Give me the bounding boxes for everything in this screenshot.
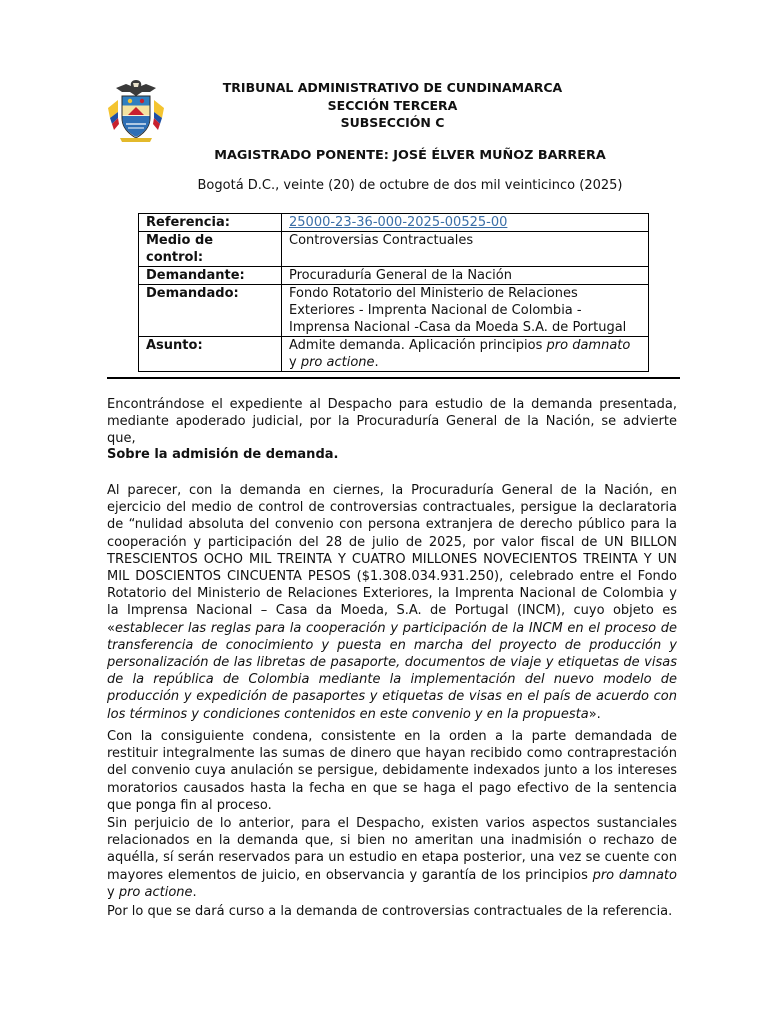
section-heading: Sobre la admisión de demanda. — [107, 447, 339, 462]
row-label: Demandante: — [139, 267, 282, 285]
reservation-text: Sin perjuicio de lo anterior, para el Despacho, existen varios aspectos sustanciales relacionados en la demanda que, si bien no ameritan una inadmisión o rechazo de aquélla, sí serán reservados para un estudio en etapa posterior, una vez se cuente con mayores elementos de juicio, en observancia y garantía de los principios — [107, 816, 677, 883]
court-name: TRIBUNAL ADMINISTRATIVO DE CUNDINAMARCA — [222, 80, 563, 95]
row-value: Controversias Contractuales — [282, 232, 649, 267]
paragraph-intro: Encontrándose el expediente al Despacho para estudio de la demanda presentada, mediante apoderado judicial, por la Procuraduría General de la Nación, se advierte que, — [107, 397, 677, 447]
paragraph-claim — [107, 482, 677, 723]
paragraph-conclusion: Por lo que se dará curso a la demanda de controversias contractuales de la referencia. — [107, 904, 673, 919]
row-label: Demandado: — [139, 285, 282, 337]
table-row — [139, 267, 649, 285]
reservation-period: . — [192, 884, 197, 900]
row-value: Procuraduría General de la Nación — [282, 267, 649, 285]
subject-period: . — [374, 355, 379, 370]
table-row — [139, 285, 649, 337]
principle-pro-actione: pro actione — [118, 884, 193, 900]
subject-principle-2: pro actione — [300, 355, 375, 370]
claim-quote: establecer las reglas para la cooperación y participación de la INCM en el proceso de transferencia de conocimiento y puesta en marcha del proyecto de producción y personalización de las libretas de pasaporte, documentos de viaje y etiquetas de visas de la república de Colombia mediante la implementación del nuevo modelo de producción y expedición de pasaportes y etiquetas de visas en el país de acuerdo con los términos y condiciones contenidos en este convenio y en la propuesta — [107, 620, 677, 722]
claim-close: ». — [588, 706, 601, 722]
row-value: Fondo Rotatorio del Ministerio de Relaciones Exteriores - Imprenta Nacional de Colombia -Imprensa Nacional -Casa da Moeda S.A. de Portugal — [282, 285, 649, 337]
table-row — [139, 232, 649, 267]
case-number-link[interactable]: 25000-23-36-000-2025-00525-00 — [289, 215, 508, 230]
row-value — [282, 337, 649, 372]
row-value — [282, 214, 649, 232]
paragraph-reservation — [107, 815, 677, 901]
reference-table — [138, 213, 649, 372]
document-date: Bogotá D.C., veinte (20) de octubre de dos mil veinticinco (2025) — [197, 178, 623, 193]
magistrate-ponente: MAGISTRADO PONENTE: JOSÉ ÉLVER MUÑOZ BARRERA — [214, 148, 606, 163]
row-label: Asunto: — [139, 337, 282, 372]
horizontal-divider — [107, 377, 680, 379]
subject-principle-1: pro damnato — [546, 338, 631, 353]
colombia-coat-of-arms-icon — [104, 78, 168, 144]
table-row — [139, 337, 649, 372]
subject-text: Admite demanda. Aplicación principios — [289, 338, 547, 353]
court-subsection: SUBSECCIÓN C — [340, 115, 445, 130]
row-label: Referencia: — [139, 214, 282, 232]
court-section: SECCIÓN TERCERA — [327, 97, 458, 113]
reservation-conjunction: y — [107, 884, 119, 900]
table-row — [139, 214, 649, 232]
paragraph-condena: Con la consiguiente condena, consistente en la orden a la parte demandada de restituir integralmente las sumas de dinero que hayan recibido como contraprestación del convenio cuya anulación se persigue, debidamente indexados junto a los intereses moratorios causados hasta la fecha en que se haga el pago efectivo de la sentencia que ponga fin al proceso. — [107, 729, 677, 813]
principle-pro-damnato: pro damnato — [592, 867, 677, 883]
subject-conjunction: y — [289, 355, 301, 370]
claim-text: Al parecer, con la demanda en ciernes, la Procuraduría General de la Nación, en ejercicio del medio de control de controversias contractuales, persigue la declaratoria de “nulidad absoluta del convenio con persona extranjera de derecho público para la cooperación y participación del 28 de julio de 2025, por valor fiscal de UN BILLON TRESCIENTOS OCHO MIL TREINTA Y CUATRO MILLONES NOVECIENTOS TREINTA Y UN MIL DOSCIENTOS CINCUENTA PESOS ($1.308.034.931.250), celebrado entre el Fondo Rotatorio del Ministerio de Relaciones Exteriores, la Imprenta Nacional de Colombia y la Imprensa Nacional – Casa da Moeda, S.A. de Portugal (INCM), cuyo objeto es « — [107, 483, 677, 636]
court-header — [160, 79, 625, 132]
row-label: Medio de control: — [139, 232, 282, 267]
